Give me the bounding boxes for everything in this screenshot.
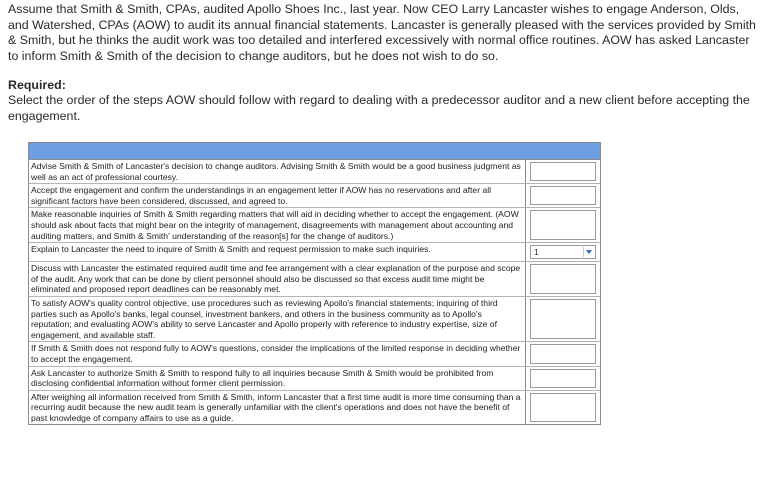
table-row	[29, 160, 600, 184]
order-input[interactable]	[530, 299, 596, 339]
order-input[interactable]	[530, 210, 596, 240]
step-text: Make reasonable inquiries of Smith & Smith regarding matters that will aid in deciding whether to accept the engagement. (AOW should ask about facts that might bear on the integrity of management, disagreements with management about accounting and auditing matters, and Smith & Smith' understanding of the reason[s] for the change of auditors.)	[29, 208, 526, 242]
order-input[interactable]	[530, 264, 596, 294]
order-input[interactable]	[530, 186, 596, 205]
table-row	[29, 243, 600, 262]
table-row	[29, 262, 600, 297]
required-instructions: Select the order of the steps AOW should follow with regard to dealing with a predecessor auditor and a new client before accepting the engagement.	[8, 93, 750, 123]
order-input[interactable]	[530, 162, 596, 181]
order-input[interactable]	[530, 393, 596, 423]
table-row	[29, 208, 600, 243]
step-text: Accept the engagement and confirm the understandings in an engagement letter if AOW has no reservations and after all significant factors have been considered, discussed, and agreed to.	[29, 184, 526, 207]
step-text: Explain to Lancaster the need to inquire of Smith & Smith and request permission to make such inquiries.	[29, 243, 526, 261]
step-text: After weighing all information received from Smith & Smith, inform Lancaster that a first time audit is more time consuming than a recurring audit because the new audit team is generally unfamiliar with the client's operations and does not have the benefit of past knowledge of company affairs to use as a guide.	[29, 391, 526, 425]
table-row	[29, 367, 600, 391]
table-row	[29, 184, 600, 208]
order-select[interactable]	[530, 245, 596, 259]
step-text: If Smith & Smith does not respond fully to AOW's questions, consider the implications of the limited response in deciding whether to accept the engagement.	[29, 342, 526, 365]
intro-paragraph: Assume that Smith & Smith, CPAs, audited Apollo Shoes Inc., last year. Now CEO Larry Lancaster wishes to engage Anderson, Olds, and Watershed, CPAs (AOW) to audit its annual financial statements. Lancaster is generally pleased with the services provided by Smith & Smith, but he thinks the audit work was too detailed and interfered excessively with normal office routines. AOW has asked Lancaster to inform Smith & Smith of the decision to change auditors, but he does not wish to do so.	[8, 2, 756, 63]
chevron-down-icon[interactable]	[583, 247, 594, 257]
order-select-value: 1	[534, 247, 539, 258]
step-text: Advise Smith & Smith of Lancaster's decision to change auditors. Advising Smith & Smith would be a good business judgment as well as an act of professional courtesy.	[29, 160, 526, 183]
table-row	[29, 391, 600, 425]
table-header-bar	[29, 143, 600, 160]
order-input[interactable]	[530, 369, 596, 388]
ordering-table	[28, 142, 601, 425]
order-input[interactable]	[530, 344, 596, 363]
table-row	[29, 297, 600, 342]
required-heading: Required:	[8, 78, 66, 92]
table-row	[29, 342, 600, 366]
step-text: To satisfy AOW's quality control objective, use procedures such as reviewing Apollo's financial statements; inquiring of third parties such as Apollo's banks, legal counsel, investment bankers, and others in the business community as to Apollo's reputation; and evaluating AOW's ability to serve Lancaster and Apollo properly with reference to industry expertise, size of engagement, and available staff.	[29, 297, 526, 341]
step-text: Discuss with Lancaster the estimated required audit time and fee arrangement with a clear explanation of the purpose and scope of the audit. Any work that can be done by client personnel should also be discussed so that excess audit time might be eliminated and proposed report deadlines can be reasonably met.	[29, 262, 526, 296]
step-text: Ask Lancaster to authorize Smith & Smith to respond fully to all inquiries because Smith & Smith would be prohibited from disclosing confidential information without former client permission.	[29, 367, 526, 390]
